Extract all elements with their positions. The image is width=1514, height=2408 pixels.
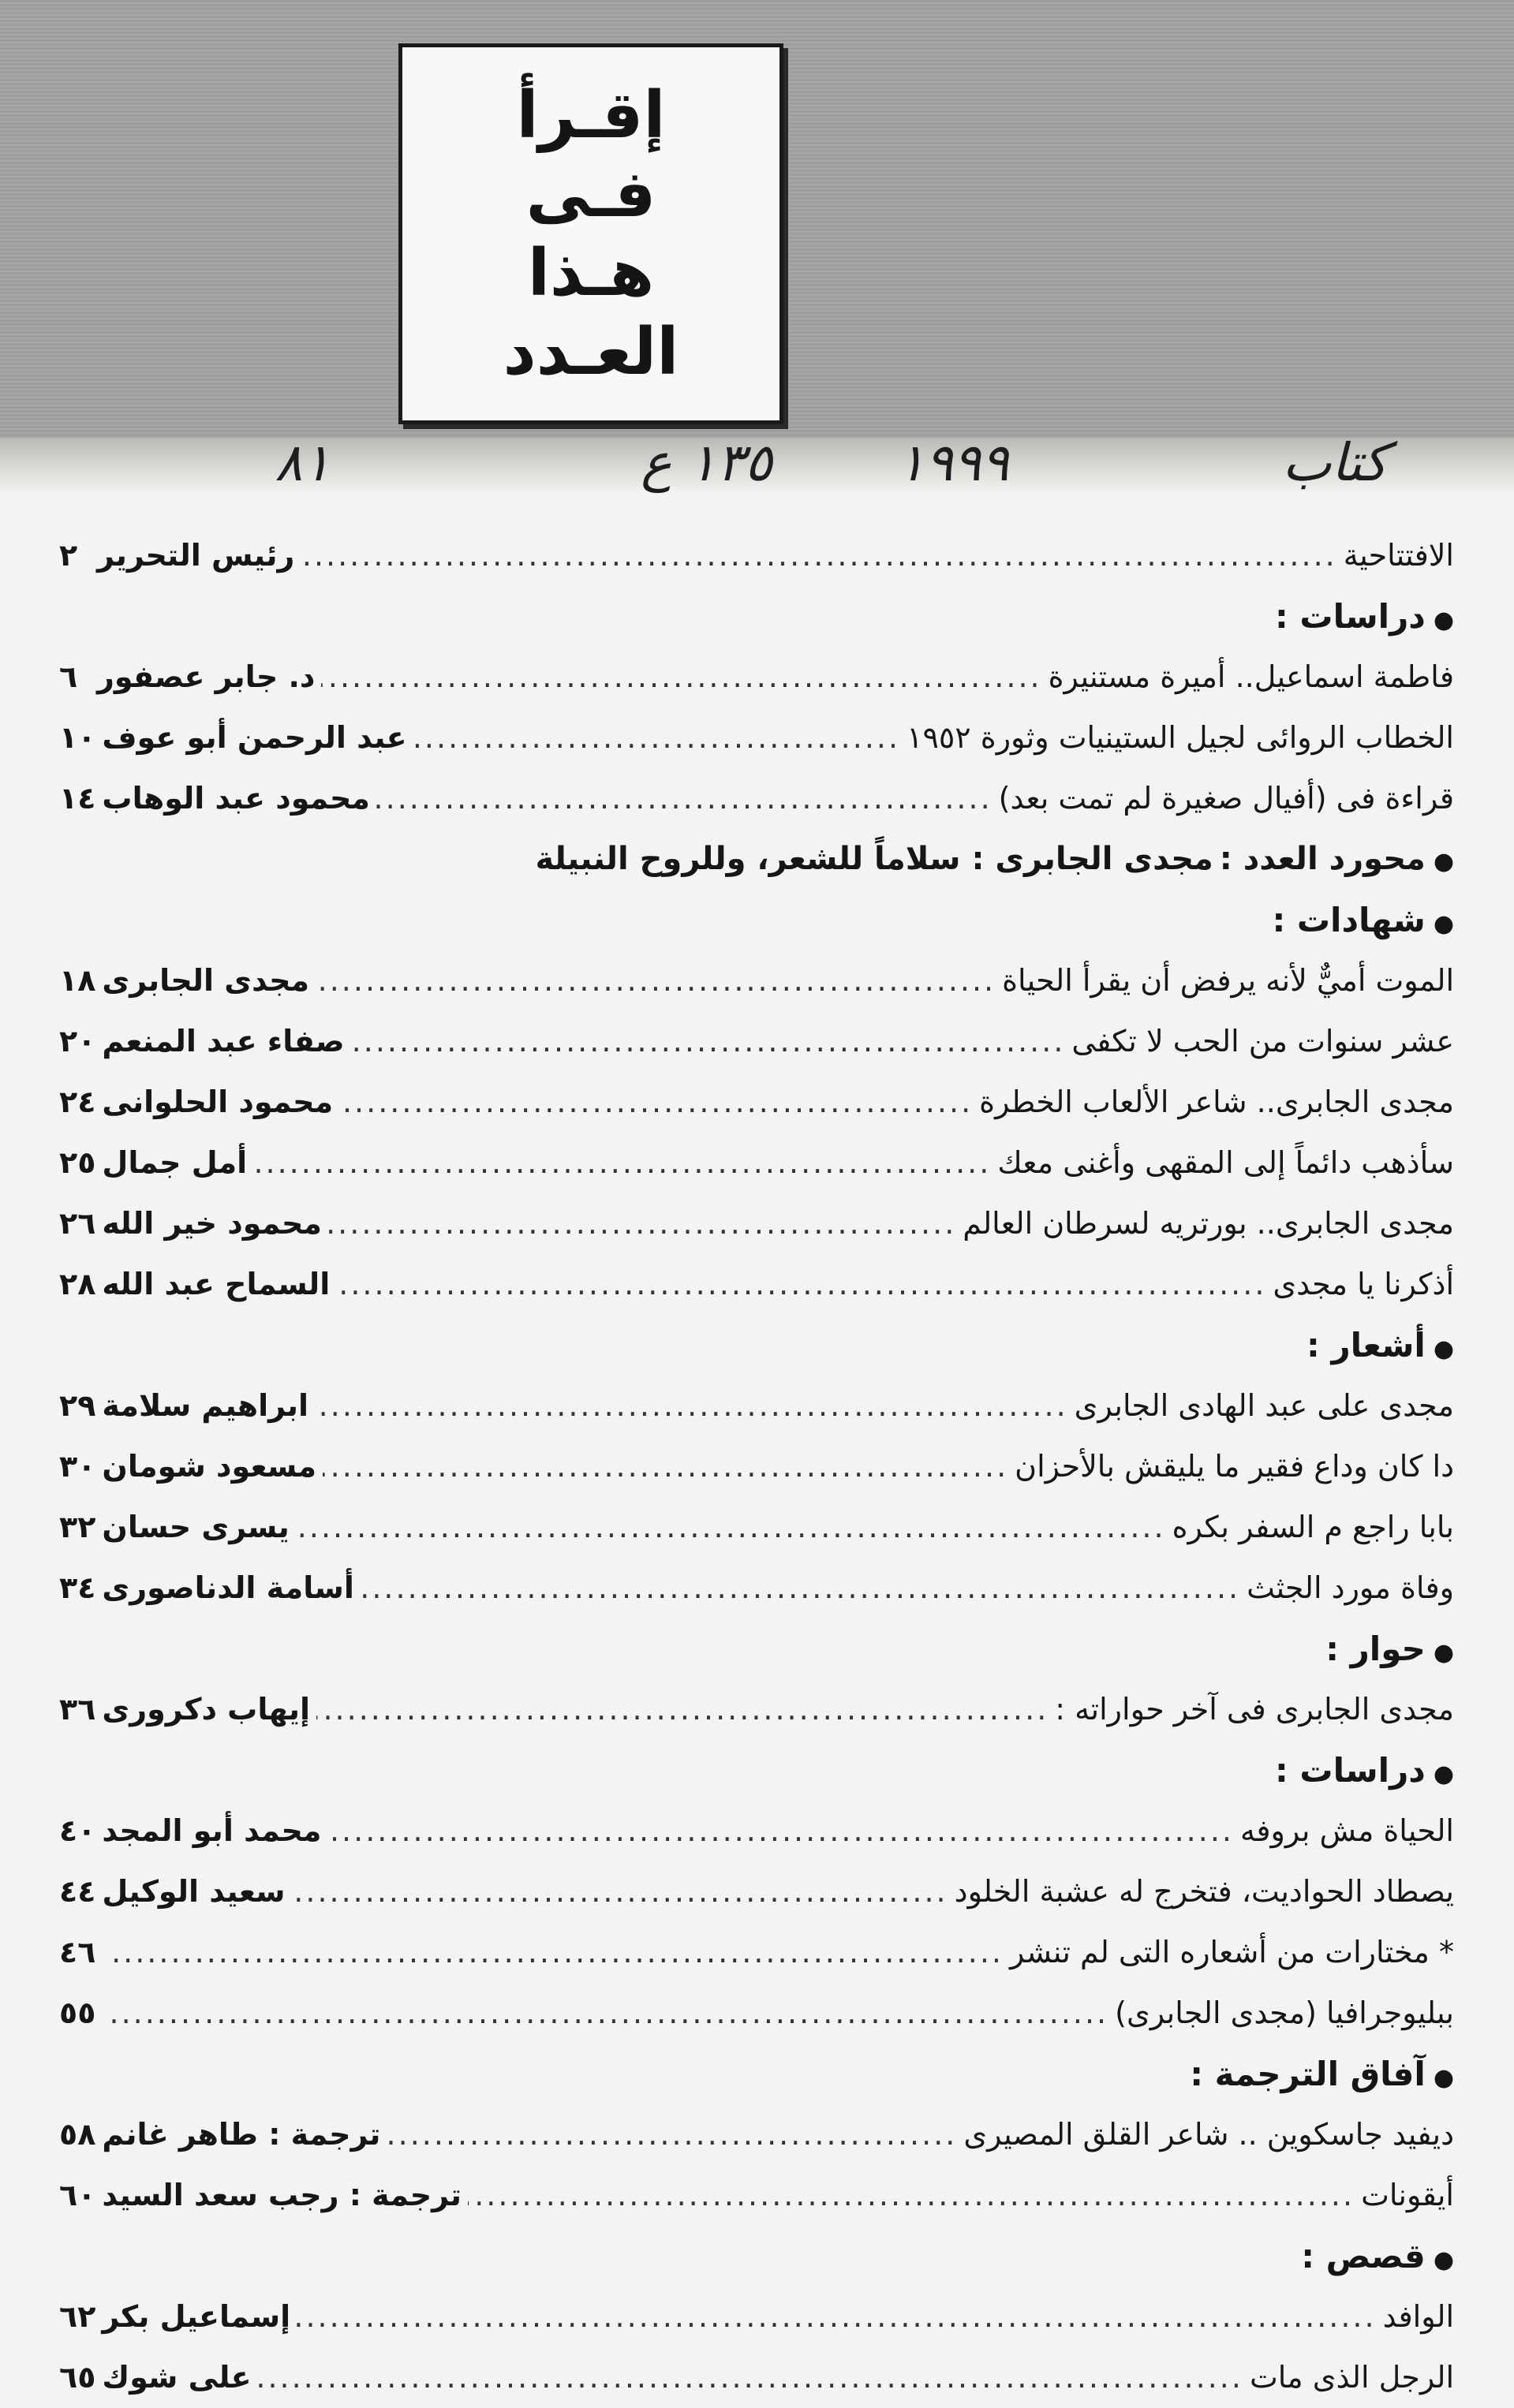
title-line-1: إقـرأ (516, 77, 666, 153)
entry-title: فاطمة اسماعيل.. أميرة مستنيرة (1048, 659, 1454, 694)
dot-leader (323, 1436, 1008, 1497)
section-heading (59, 1740, 1454, 1801)
entry-author: ابراهيم سلامة (102, 1388, 309, 1423)
dot-leader (108, 1922, 1004, 1983)
toc-entry (59, 707, 1454, 768)
toc-entry (59, 1558, 1454, 1618)
toc-entry (59, 1922, 1454, 1983)
section-label: حوار : (1325, 1630, 1426, 1668)
entry-page-number: ٤٠ (59, 1813, 96, 1848)
section-label: قصص : (1301, 2237, 1426, 2275)
entry-author: محمود عبد الوهاب (102, 781, 370, 816)
toc-entry (59, 950, 1454, 1011)
entry-title: أيقونات (1361, 2178, 1454, 2212)
entry-page-number: ٣٠ (59, 1449, 96, 1484)
bullet-icon: ● (1433, 607, 1454, 634)
entry-page-number: ١٤ (59, 781, 96, 816)
dot-leader (316, 950, 996, 1011)
toc-entry (59, 768, 1454, 829)
bullet-icon: ● (1433, 2064, 1454, 2092)
entry-title: ديفيد جاسكوين .. شاعر القلق المصيرى (963, 2117, 1454, 2152)
handwritten-note-4: ٨١ (275, 432, 331, 493)
bullet-icon: ● (1433, 2246, 1454, 2274)
toc-entry (59, 1011, 1454, 1072)
toc-entry (59, 2165, 1454, 2226)
dot-leader (413, 707, 901, 768)
dot-leader (328, 1193, 956, 1254)
table-of-contents (59, 525, 1454, 2408)
section-label: شهادات : (1272, 901, 1426, 939)
entry-author: صفاء عبد المنعم (102, 1024, 345, 1058)
entry-title: مجدى الجابرى.. بورتريه لسرطان العالم (963, 1206, 1454, 1241)
section-heading (59, 1618, 1454, 1679)
entry-title: مجدى الجابرى فى آخر حواراته : (1055, 1692, 1454, 1727)
entry-title: * مختارات من أشعاره التى لم تنشر (1010, 1935, 1454, 1969)
toc-entry (59, 647, 1454, 707)
toc-entry (59, 1801, 1454, 1861)
section-heading (59, 890, 1454, 950)
entry-title: عشر سنوات من الحب لا تكفى (1071, 1024, 1454, 1058)
dot-leader (253, 1133, 991, 1193)
dot-leader (387, 2104, 957, 2165)
entry-page-number: ١٠ (59, 720, 96, 755)
handwritten-note-3: ١٣٥ ع (641, 432, 772, 493)
entry-page-number: ٦٢ (59, 2299, 96, 2334)
toc-entry (59, 2347, 1454, 2408)
dot-leader (327, 1801, 1234, 1861)
dot-leader (376, 768, 993, 829)
entry-author: على شوك (102, 2360, 252, 2395)
entry-title: سأذهب دائماً إلى المقهى وأغنى معك (997, 1145, 1454, 1180)
entry-author: إيهاب دكرورى (102, 1692, 311, 1727)
entry-title: الافتتاحية (1343, 538, 1454, 573)
title-line-4: العـدد (503, 314, 679, 390)
entry-page-number: ٢٠ (59, 1024, 96, 1058)
entry-page-number: ٥٥ (59, 1995, 96, 2030)
bullet-icon: ● (1433, 1639, 1454, 1667)
entry-page-number: ٦٥ (59, 2360, 96, 2395)
entry-title: قراءة فى (أفيال صغيرة لم تمت بعد) (998, 781, 1454, 816)
toc-entry (59, 2287, 1454, 2347)
section-label: دراسات : (1274, 1751, 1426, 1790)
toc-entry (59, 1861, 1454, 1922)
bullet-icon: ● (1433, 1335, 1454, 1363)
dot-leader (296, 1497, 1166, 1558)
section-label: أشعار : (1307, 1326, 1426, 1365)
entry-author: محمود خير الله (102, 1206, 322, 1241)
entry-page-number: ٢ (59, 538, 78, 573)
toc-entry (59, 1254, 1454, 1315)
entry-page-number: ٢٦ (59, 1206, 96, 1241)
title-line-3: هـذا (527, 235, 655, 311)
entry-title: الموت أميٌّ لأنه يرفض أن يقرأ الحياة (1002, 963, 1454, 998)
bullet-icon: ● (1433, 1760, 1454, 1788)
entry-title: الحياة مش بروفه (1239, 1813, 1454, 1848)
toc-entry (59, 1072, 1454, 1133)
entry-page-number: ٦٠ (59, 2178, 96, 2212)
entry-author: السماح عبد الله (102, 1267, 331, 1301)
dot-leader (297, 2287, 1376, 2347)
toc-entry (59, 1679, 1454, 1740)
handwritten-note-2: ١٩٩٩ (897, 432, 1009, 493)
entry-author: أسامة الدناصورى (102, 1570, 354, 1605)
entry-page-number: ١٨ (59, 963, 96, 998)
entry-page-number: ٢٥ (59, 1145, 96, 1180)
section-label: آفاق الترجمة : (1190, 2055, 1426, 2093)
dot-leader (339, 1072, 973, 1133)
dot-leader (336, 1254, 1266, 1315)
entry-author: رئيس التحرير (97, 538, 295, 573)
bullet-icon: ● (1433, 910, 1454, 938)
entry-page-number: ٢٩ (59, 1388, 96, 1423)
entry-author: د. جابر عصفور (97, 659, 316, 694)
feature-label: محورد العدد : (1219, 841, 1426, 877)
toc-entry (59, 1133, 1454, 1193)
entry-title: مجدى على عبد الهادى الجابرى (1074, 1388, 1454, 1423)
entry-author: محمد أبو المجد (102, 1813, 322, 1848)
entry-page-number: ٣٢ (59, 1510, 96, 1544)
section-heading (59, 1315, 1454, 1376)
entry-title: الرجل الذى مات (1249, 2360, 1454, 2395)
entry-author: مسعود شومان (102, 1449, 317, 1484)
entry-title: الوافد (1382, 2299, 1454, 2334)
entry-author: إسماعيل بكر (102, 2299, 291, 2334)
dot-leader (316, 1679, 1049, 1740)
entry-page-number: ٢٤ (59, 1085, 96, 1119)
dot-leader (468, 2165, 1355, 2226)
entry-author: أمل جمال (102, 1145, 248, 1180)
entry-page-number: ٣٦ (59, 1692, 96, 1727)
section-label: دراسات : (1274, 597, 1426, 636)
toc-entry (59, 1193, 1454, 1254)
entry-page-number: ٢٨ (59, 1267, 96, 1301)
toc-entry (59, 525, 1454, 586)
dot-leader (315, 1376, 1068, 1436)
dot-leader (292, 1861, 948, 1922)
entry-author: سعيد الوكيل (102, 1874, 286, 1909)
entry-author: ترجمة : رجب سعد السيد (102, 2178, 462, 2212)
entry-title: الخطاب الروائى لجيل الستينيات وثورة ١٩٥٢ (907, 720, 1454, 755)
dot-leader (108, 1983, 1108, 2044)
entry-title: يصطاد الحواديت، فتخرج له عشبة الخلود (954, 1874, 1454, 1909)
entry-title: بابا راجع م السفر بكره (1172, 1510, 1454, 1544)
issue-title-box (398, 43, 783, 424)
entry-title: مجدى الجابرى.. شاعر الألعاب الخطرة (979, 1085, 1454, 1119)
handwritten-note-1: كتاب (1282, 432, 1388, 493)
entry-author: عبد الرحمن أبو عوف (102, 720, 407, 755)
entry-author: ترجمة : طاهر غانم (102, 2117, 381, 2152)
entry-author: محمود الحلوانى (102, 1085, 334, 1119)
entry-page-number: ٣٤ (59, 1570, 96, 1605)
toc-entry (59, 1497, 1454, 1558)
section-heading (59, 2044, 1454, 2104)
entry-title: ببليوجرافيا (مجدى الجابرى) (1115, 1995, 1454, 2030)
entry-page-number: ٤٦ (59, 1935, 96, 1969)
bullet-icon: ● (1433, 848, 1454, 875)
entry-title: وفاة مورد الجثث (1247, 1570, 1454, 1605)
toc-entry (59, 1376, 1454, 1436)
dot-leader (258, 2347, 1243, 2408)
dot-leader (301, 525, 1336, 586)
dot-leader (321, 647, 1041, 707)
section-heading (59, 586, 1454, 647)
toc-entry (59, 1983, 1454, 2044)
toc-entry (59, 1436, 1454, 1497)
dot-leader (361, 1558, 1240, 1618)
entry-page-number: ٦ (59, 659, 78, 694)
feature-heading (59, 829, 1454, 890)
entry-author: مجدى الجابرى (102, 963, 309, 998)
toc-entry (59, 2104, 1454, 2165)
entry-author: يسرى حسان (102, 1510, 290, 1544)
entry-page-number: ٤٤ (59, 1874, 96, 1909)
entry-page-number: ٥٨ (59, 2117, 96, 2152)
entry-title: دا كان وداع فقير ما يليقش بالأحزان (1015, 1449, 1454, 1484)
section-heading (59, 2226, 1454, 2287)
title-line-2: فـى (525, 156, 656, 232)
entry-title: أذكرنا يا مجدى (1273, 1267, 1454, 1301)
feature-text: مجدى الجابرى : سلاماً للشعر، وللروح النبيلة (535, 841, 1213, 877)
dot-leader (351, 1011, 1066, 1072)
